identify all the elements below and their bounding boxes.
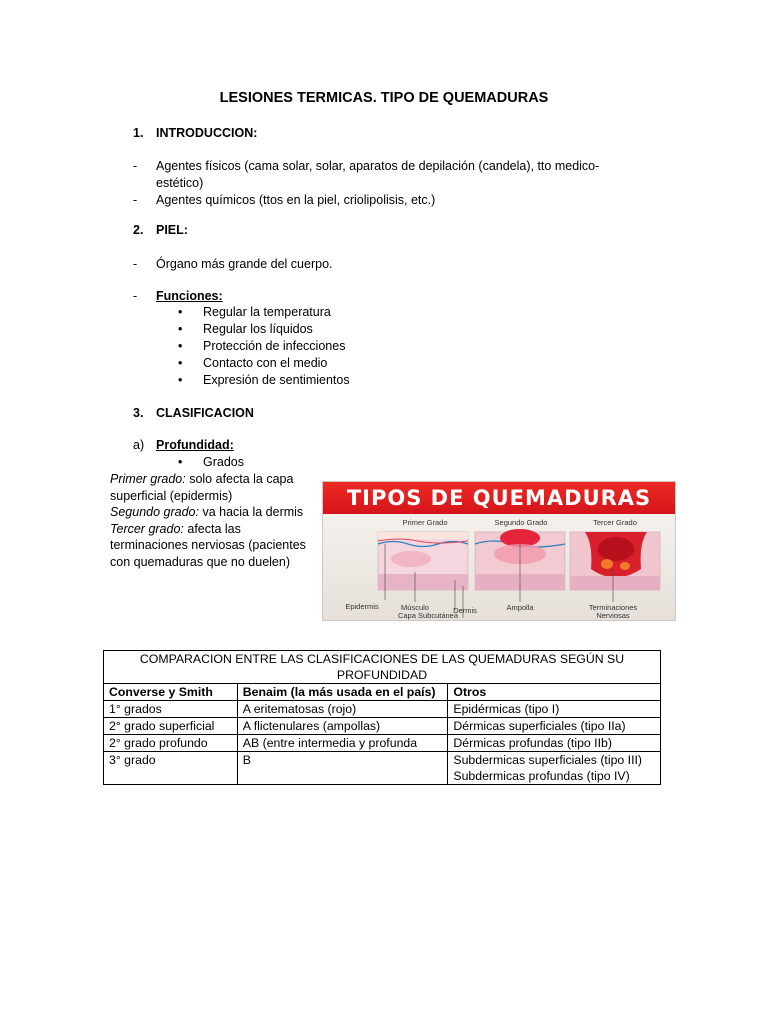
- list-item: [133, 256, 653, 273]
- grado-text: solo afecta la capa superficial (epidermis): [110, 472, 294, 503]
- grado-label: Primer grado:: [110, 472, 186, 486]
- table-cell-line: Subdermicas profundas (tipo IV): [453, 769, 630, 783]
- table-caption-row: [104, 651, 661, 684]
- table-cell: [448, 752, 661, 785]
- grado-text: va hacia la dermis: [198, 505, 304, 519]
- list-item-text: Agentes químicos (ttos en la piel, criolipolisis, etc.): [156, 193, 436, 207]
- label-nerviosas: Nerviosas: [596, 611, 630, 620]
- page-title: LESIONES TERMICAS. TIPO DE QUEMADURAS: [219, 90, 549, 106]
- list-item-text: Contacto con el medio: [203, 356, 328, 370]
- image-banner: TIPOS DE QUEMADURAS: [323, 482, 675, 514]
- dash-marker: -: [133, 193, 138, 207]
- label-ampolla: Ampolla: [506, 603, 534, 612]
- table-row: [104, 718, 661, 735]
- section-number: 2.: [133, 223, 144, 237]
- table-cell: 2° grado superficial: [104, 718, 238, 735]
- first-degree-skin: [378, 532, 468, 590]
- list-item-text: Protección de infecciones: [203, 339, 346, 353]
- section-title: INTRODUCCION:: [156, 126, 258, 140]
- dash-marker: -: [133, 289, 138, 303]
- subsection-profundidad: [133, 437, 433, 454]
- table-cell: B: [237, 752, 448, 785]
- list-item: [0, 304, 520, 321]
- list-item: [133, 158, 653, 192]
- label-dermis: Dermis: [453, 606, 477, 615]
- table-cell: Dérmicas profundas (tipo IIb): [448, 735, 661, 752]
- comparison-table: [103, 650, 661, 785]
- label-musculo: Músculo: [401, 603, 429, 612]
- grado-tercer: [110, 521, 315, 571]
- list-item-text: Grados: [203, 455, 244, 469]
- bullet-marker: •: [178, 356, 183, 370]
- grado-text: afecta las terminaciones nerviosas (pacientes con quemaduras que no duelen): [110, 521, 306, 569]
- bullet-marker: •: [178, 305, 183, 319]
- table-cell: 1° grados: [104, 701, 238, 718]
- table-cell: 3° grado: [104, 752, 238, 785]
- sub-heading: Profundidad:: [156, 438, 234, 452]
- table-cell: 2° grado profundo: [104, 735, 238, 752]
- list-item: [0, 372, 520, 389]
- label-terminaciones: Terminaciones: [588, 603, 638, 612]
- grade-label: Segundo Grado: [494, 518, 548, 527]
- intro-list: [133, 158, 653, 209]
- section-title: CLASIFICACION: [156, 406, 254, 420]
- funciones-label: Funciones:: [156, 289, 223, 303]
- list-item-text: Órgano más grande del cuerpo.: [156, 257, 333, 271]
- table-cell: Epidérmicas (tipo I): [448, 701, 661, 718]
- list-item-text: Regular los líquidos: [203, 322, 313, 336]
- grados-text: [110, 471, 315, 570]
- list-item: [0, 454, 400, 471]
- list-item: [0, 355, 520, 372]
- grade-label: Tercer Grado: [593, 518, 637, 527]
- label-capa: Capa Subcutánea: [397, 611, 459, 620]
- table-row: [104, 701, 661, 718]
- section-title: PIEL:: [156, 223, 188, 237]
- grade-label: Primer Grado: [402, 518, 448, 527]
- bullet-marker: •: [178, 322, 183, 336]
- image-panel: [323, 514, 675, 620]
- funciones-label-row: [133, 288, 653, 305]
- table-cell: A eritematosas (rojo): [237, 701, 448, 718]
- table-cell: A flictenulares (ampollas): [237, 718, 448, 735]
- bullet-marker: •: [178, 339, 183, 353]
- table-cell: Dérmicas superficiales (tipo IIa): [448, 718, 661, 735]
- list-item: [0, 338, 520, 355]
- table-header-row: [104, 684, 661, 701]
- bullet-marker: •: [178, 455, 183, 469]
- table-header-cell: Benaim (la más usada en el país): [237, 684, 448, 701]
- dash-marker: -: [133, 257, 138, 271]
- funciones-list: [0, 304, 520, 389]
- list-item: [0, 321, 520, 338]
- table-header-cell: Converse y Smith: [104, 684, 238, 701]
- third-degree-skin: [570, 532, 660, 590]
- grado-segundo: [110, 504, 315, 521]
- table-cell-line: Subdermicas superficiales (tipo III): [453, 753, 643, 767]
- table-header-cell: Otros: [448, 684, 661, 701]
- table-row: [104, 752, 661, 785]
- table-row: [104, 735, 661, 752]
- label-epidermis: Epidermis: [345, 602, 379, 611]
- section-number: 3.: [133, 406, 144, 420]
- list-item-text: Regular la temperatura: [203, 305, 331, 319]
- grado-primer: [110, 471, 315, 504]
- table-cell: AB (entre intermedia y profunda: [237, 735, 448, 752]
- section-number: 1.: [133, 126, 144, 140]
- list-item: [133, 192, 653, 209]
- table-caption: COMPARACION ENTRE LAS CLASIFICACIONES DE LAS QUEMADURAS SEGÚN SU PROFUNDIDAD: [104, 651, 661, 684]
- list-item-text: Agentes físicos (cama solar, solar, aparatos de depilación (candela), tto medico-estético): [156, 159, 600, 190]
- bullet-marker: •: [178, 373, 183, 387]
- grado-label: Segundo grado:: [110, 505, 199, 519]
- list-item-text: Expresión de sentimientos: [203, 373, 350, 387]
- sub-letter: a): [133, 438, 145, 452]
- burn-types-image: [322, 481, 676, 621]
- grado-label: Tercer grado:: [110, 521, 184, 536]
- dash-marker: -: [133, 159, 138, 173]
